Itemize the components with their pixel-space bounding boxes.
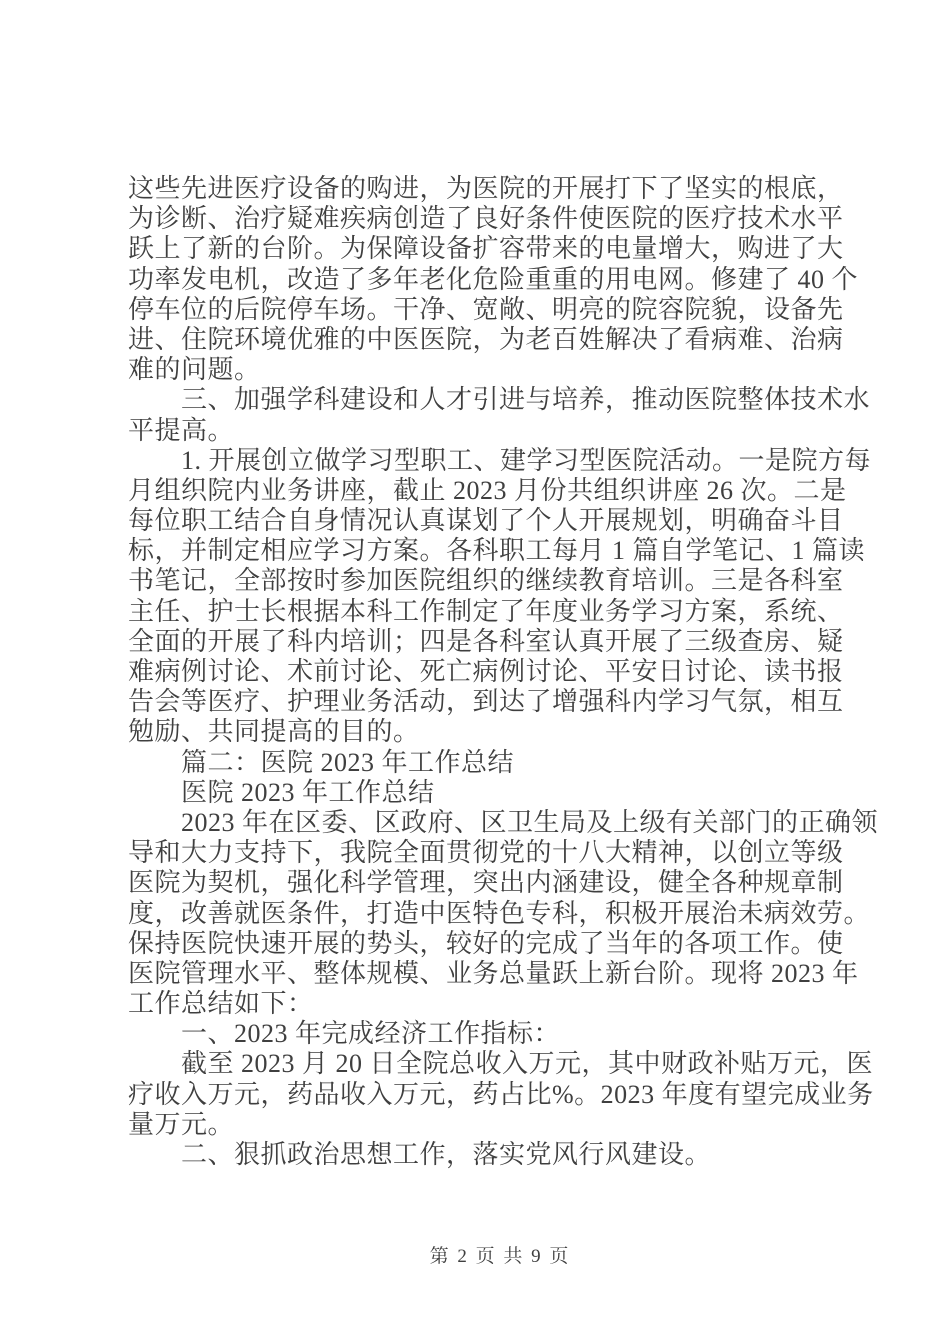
text-line: 2023 年在区委、区政府、区卫生局及上级有关部门的正确领 (181, 807, 879, 837)
paragraph (128, 1019, 830, 1049)
text-line: 截至 2023 月 20 日全院总收入万元，其中财政补贴万元，医 (181, 1049, 874, 1079)
paragraph (128, 748, 830, 778)
text-line: 疗收入万元，药品收入万元，药占比%。2023 年度有望完成业务 (128, 1079, 874, 1109)
text-line: 平提高。 (128, 415, 235, 445)
text-line: 功率发电机，改造了多年老化危险重重的用电网。修建了 40 个 (128, 264, 859, 294)
text-line: 每位职工结合自身情况认真谋划了个人开展规划，明确奋斗目 (128, 506, 844, 536)
text-line: 医院管理水平、整体规模、业务总量跃上新台阶。现将 2023 年 (128, 958, 859, 988)
text-line: 月组织院内业务讲座，截止 2023 月份共组织讲座 26 次。二是 (128, 475, 847, 505)
text-line: 难的问题。 (128, 355, 261, 385)
text-line: 进、住院环境优雅的中医医院，为老百姓解决了看病难、治病 (128, 324, 844, 354)
text-line: 标，并制定相应学习方案。各科职工每月 1 篇自学笔记、1 篇读 (128, 536, 866, 566)
text-line: 二、狠抓政治思想工作，落实党风行风建设。 (181, 1140, 712, 1169)
paragraph (128, 385, 871, 445)
text-line: 三、加强学科建设和人才引进与培养，推动医院整体技术水 (181, 385, 871, 415)
text-line: 度，改善就医条件，打造中医特色专科，积极开展治未病效劳。 (128, 898, 871, 928)
text-line: 书笔记，全部按时参加医院组织的继续教育培训。三是各科室 (128, 566, 844, 596)
text-line: 一、2023 年完成经济工作指标： (181, 1019, 561, 1049)
text-line: 医院为契机，强化科学管理，突出内涵建设，健全各种规章制 (128, 868, 844, 898)
document-body (128, 174, 879, 1170)
text-line: 为诊断、治疗疑难疾病创造了良好条件使医院的医疗技术水平 (128, 204, 844, 234)
paragraph (128, 1140, 830, 1170)
text-line: 医院 2023 年工作总结 (181, 777, 435, 807)
paragraph (128, 1049, 874, 1140)
text-line: 勉励、共同提高的目的。 (128, 717, 420, 747)
text-line: 告会等医疗、护理业务活动，到达了增强科内学习气氛，相互 (128, 687, 844, 717)
text-line: 停车位的后院停车场。干净、宽敞、明亮的院容院貌，设备先 (128, 294, 844, 324)
paragraph (128, 174, 859, 385)
text-line: 主任、护士长根据本科工作制定了年度业务学习方案，系统、 (128, 596, 844, 626)
text-line: 导和大力支持下，我院全面贯彻党的十八大精神，以创立等级 (128, 838, 844, 868)
paragraph (128, 445, 872, 748)
paragraph (128, 807, 879, 1019)
page-number-label: 第 2 页 共 9 页 (429, 1246, 571, 1267)
text-line: 工作总结如下： (128, 989, 314, 1019)
text-line: 1. 开展创立做学习型职工、建学习型医院活动。一是院方每 (181, 445, 872, 475)
text-line: 篇二：医院 2023 年工作总结 (181, 747, 515, 777)
text-line: 跃上了新的台阶。为保障设备扩容带来的电量增大，购进了大 (128, 234, 844, 264)
text-line: 量万元。 (128, 1109, 235, 1139)
text-line: 这些先进医疗设备的购进，为医院的开展打下了坚实的根底， (128, 174, 844, 203)
text-line: 保持医院快速开展的势头，较好的完成了当年的各项工作。使 (128, 928, 844, 958)
page-footer (50, 1241, 950, 1268)
text-line: 全面的开展了科内培训；四是各科室认真开展了三级查房、疑 (128, 626, 844, 656)
text-line: 难病例讨论、术前讨论、死亡病例讨论、平安日讨论、读书报 (128, 657, 844, 686)
paragraph (128, 778, 830, 808)
